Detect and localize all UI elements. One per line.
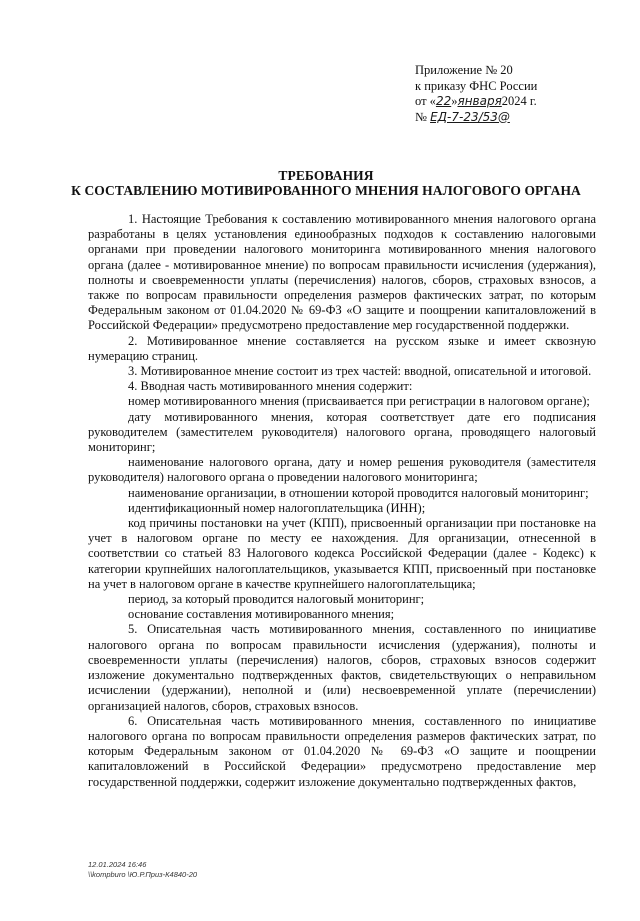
- paragraph: наименование налогового органа, дату и номер решения руководителя (заместителя руководителя) налогового органа о проведении налогового мониторинга;: [88, 455, 596, 485]
- annex-date: [415, 94, 615, 110]
- paragraph: дату мотивированного мнения, которая соответствует дате его подписания руководителем (заместителем руководителя) налогового органа, проводящего налоговый мониторинг;: [88, 409, 596, 455]
- paragraph: основание составления мотивированного мнения;: [128, 607, 395, 622]
- annex-order-number: [415, 110, 615, 126]
- paragraph: идентификационный номер налогоплательщика (ИНН);: [128, 500, 426, 515]
- paragraph: 2. Мотивированное мнение составляется на русском языке и имеет сквозную нумерацию страниц.: [88, 333, 596, 363]
- annex-number-value: ЕД-7-23/53@: [430, 109, 510, 124]
- document-title: ТРЕБОВАНИЯ: [278, 168, 374, 183]
- document-subtitle: К СОСТАВЛЕНИЮ МОТИВИРОВАННОГО МНЕНИЯ НАЛОГОВОГО ОРГАНА: [71, 183, 581, 198]
- paragraph: 6. Описательная часть мотивированного мнения, составленного по инициативе налогового органа по вопросам правильности определения размеров фактических затрат, по которым Федеральным законом от 01.04.2020 № 69-ФЗ «О защите и поощрении капиталовложений в Российской Федерации» предусмотрено предоставление мер государственной поддержки, содержит изложение документально подтвержденных фактов,: [88, 713, 596, 789]
- paragraph: 4. Вводная часть мотивированного мнения содержит:: [128, 379, 413, 394]
- annex-header: [415, 63, 615, 125]
- annex-number: Приложение № 20: [415, 63, 513, 77]
- paragraph: период, за который проводится налоговый мониторинг;: [128, 592, 425, 607]
- paragraph: 5. Описательная часть мотивированного мнения, составленного по инициативе налогового органа по вопросам правильности исчисления (удержания), полноты и своевременности уплаты (перечисления) налогов, сборов, страховых взносов содержит изложение документально подтвержденных фактов, свидетельствующих о неправильном исчислении (удержании), неполной и (или) несвоевременной уплате (перечислении) организацией налогов, сборов, страховых взносов.: [88, 622, 596, 713]
- print-timestamp: 12.01.2024 16:46: [88, 860, 147, 869]
- paragraph: номер мотивированного мнения (присваивается при регистрации в налоговом органе);: [128, 394, 590, 409]
- paragraph: наименование организации, в отношении которой проводится налоговый мониторинг;: [128, 485, 589, 500]
- annex-date-prefix: от «: [415, 94, 436, 108]
- paragraph: 3. Мотивированное мнение состоит из трех частей: вводной, описательной и итоговой.: [128, 364, 592, 379]
- annex-date-year: 2024 г.: [501, 94, 537, 108]
- paragraph: код причины постановки на учет (КПП), присвоенный организации при постановке на учет в налоговом органе по месту ее нахождения. Для организации, отнесенной в соответствии со статьей 83 Налогового кодекса Российской Федерации (далее - Кодекс) к категории крупнейших налогоплательщиков, указывается КПП, присвоенный при постановке на учет в налоговом органе в качестве крупнейшего налогоплательщика;: [88, 516, 596, 591]
- document-body: [88, 212, 596, 790]
- annex-date-month: января: [457, 94, 502, 108]
- annex-date-day: 22: [435, 94, 452, 108]
- annex-order-ref: к приказу ФНС России: [415, 78, 538, 93]
- paragraph: 1. Настоящие Требования к составлению мотивированного мнения налогового органа разработаны в целях установления единообразных подходов к составлению налоговыми органами при проведении налогового мониторинга мотивированного мнения налогового органа (далее - мотивированное мнение) по вопросам правильности исчисления (удержания), полноты и своевременности уплаты (перечисления) налогов, сборов, страховых взносов, а также по вопросам правильности определения размеров фактических затрат, по которым Федеральным законом от 01.04.2020 № 69-ФЗ «О защите и поощрении капиталовложений в Российской Федерации» предусмотрено предоставление мер государственной поддержки.: [88, 212, 596, 333]
- print-path: \\kompburo \Ю.Р.Приз-К4840-20: [88, 870, 198, 879]
- annex-number-prefix: №: [415, 109, 431, 124]
- annex-date-mid: »: [451, 94, 458, 108]
- print-footer: [88, 860, 197, 880]
